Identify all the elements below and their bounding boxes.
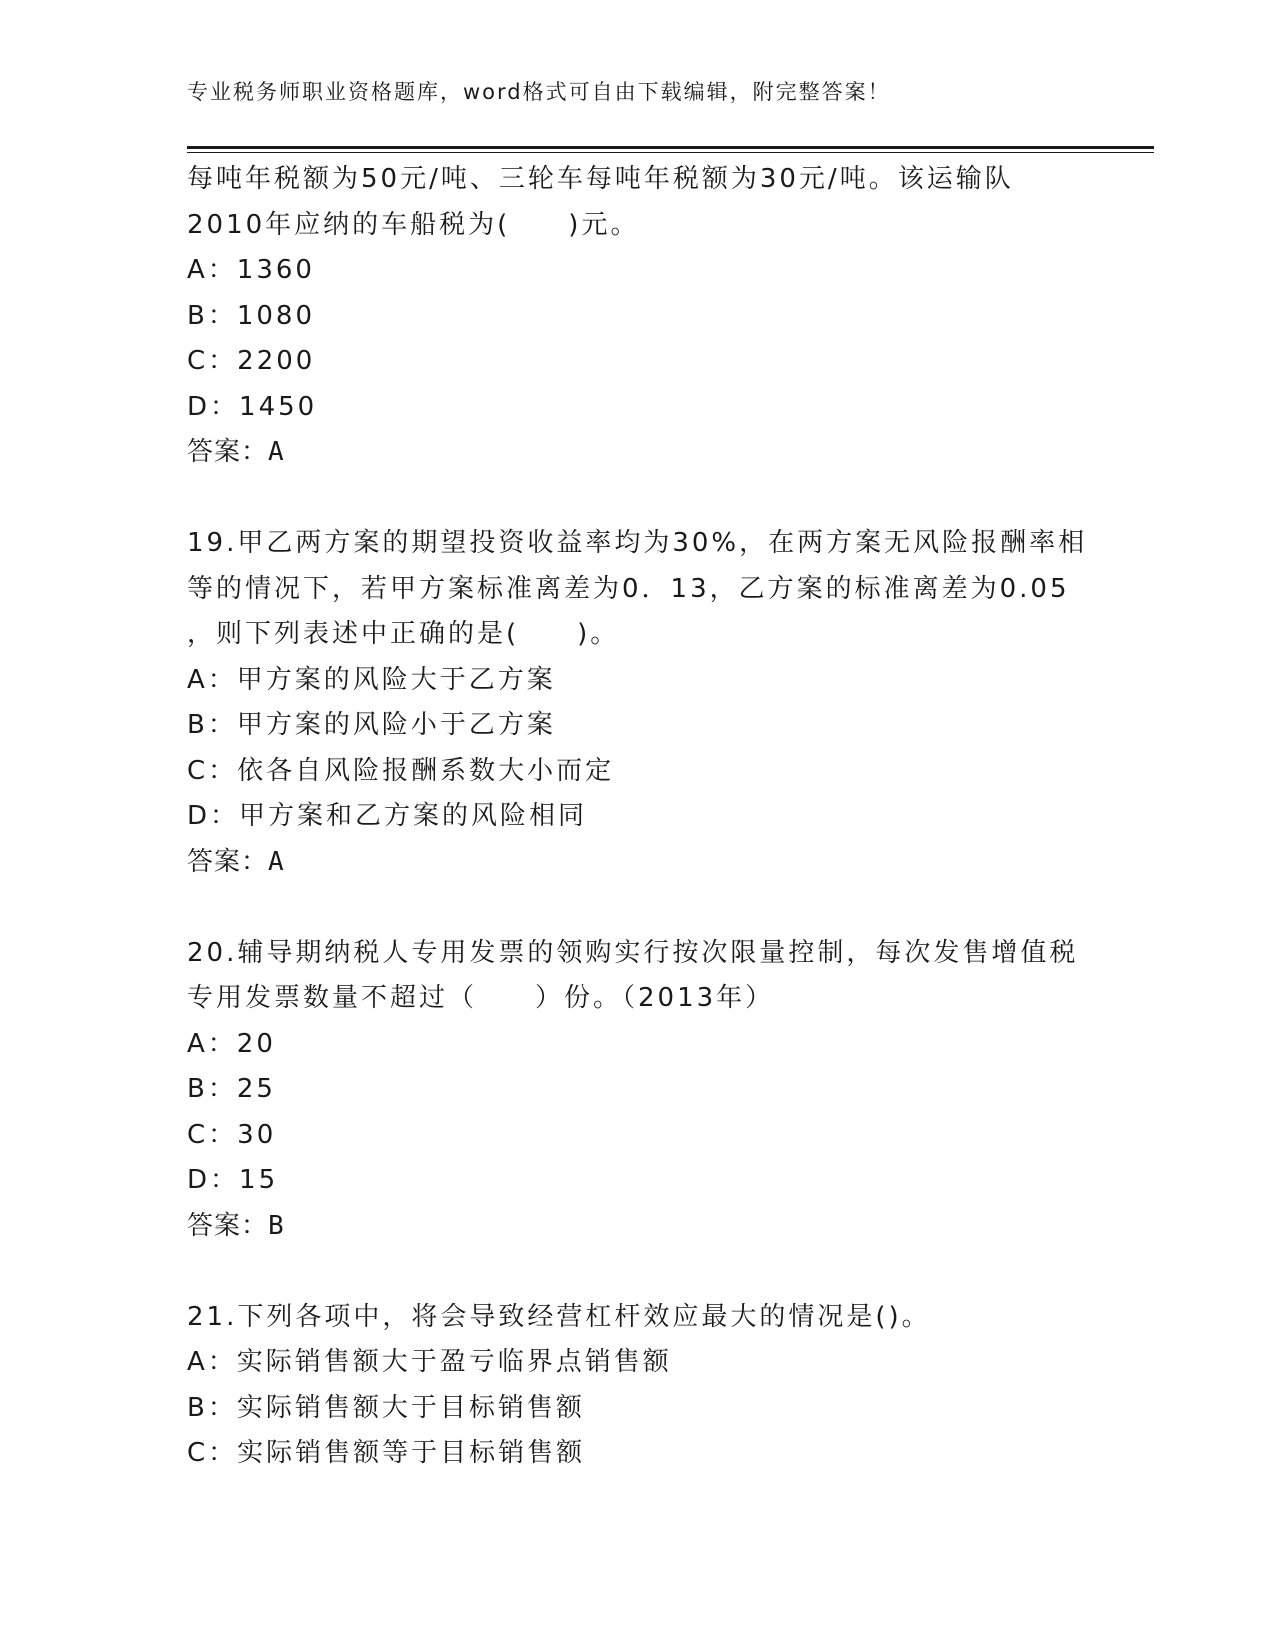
- option-a: A：甲方案的风险大于乙方案: [187, 664, 556, 695]
- option-d: D：1450: [187, 391, 318, 422]
- answer-line: 答案：A: [187, 437, 285, 467]
- option-b: B：25: [187, 1074, 276, 1104]
- option-b: B：甲方案的风险小于乙方案: [187, 710, 556, 740]
- option-a: A：20: [187, 1028, 276, 1059]
- question-text-line: 等的情况下，若甲方案标准离差为0．13，乙方案的标准离差为0.05: [187, 573, 1070, 604]
- question-20: [187, 931, 1087, 1250]
- question-text-line: 专用发票数量不超过（ ）份。（2013年）: [187, 983, 775, 1013]
- option-a: A：1360: [187, 255, 315, 285]
- question-text-line: 每吨年税额为50元/吨、三轮车每吨年税额为30元/吨。该运输队: [187, 164, 1014, 194]
- question-continuation: [187, 157, 1087, 476]
- option-a: A：实际销售额大于盈亏临界点销售额: [187, 1347, 672, 1377]
- question-text-line: 20.辅导期纳税人专用发票的领购实行按次限量控制，每次发售增值税: [187, 937, 1079, 968]
- question-text-line: 19.甲乙两方案的期望投资收益率均为30%，在两方案无风险报酬率相: [187, 528, 1088, 558]
- spacer: [187, 1249, 1087, 1295]
- option-c: C：30: [187, 1119, 277, 1150]
- option-d: D：甲方案和乙方案的风险相同: [187, 801, 588, 831]
- option-c: C：依各自风险报酬系数大小而定: [187, 755, 615, 786]
- header-rule-thin: [187, 152, 1154, 153]
- question-text-line: 2010年应纳的车船税为( )元。: [187, 209, 640, 240]
- option-c: C：2200: [187, 346, 316, 376]
- spacer: [187, 885, 1087, 931]
- question-content: [187, 157, 1087, 1477]
- spacer: [187, 476, 1087, 522]
- option-d: D：15: [187, 1165, 279, 1195]
- option-b: B：实际销售额大于目标销售额: [187, 1392, 585, 1423]
- answer-line: 答案：B: [187, 1210, 285, 1241]
- answer-line: 答案：A: [187, 846, 285, 877]
- option-b: B：1080: [187, 300, 316, 331]
- question-text-line: ，则下列表述中正确的是( )。: [187, 619, 620, 649]
- option-c: C：实际销售额等于目标销售额: [187, 1438, 586, 1468]
- header-rule-thick: [187, 146, 1154, 149]
- question-21: [187, 1295, 1087, 1477]
- question-19: [187, 521, 1087, 885]
- page-header: 专业税务师职业资格题库，word格式可自由下载编辑，附完整答案！: [187, 80, 891, 104]
- question-text-line: 21.下列各项中，将会导致经营杠杆效应最大的情况是()。: [187, 1301, 931, 1332]
